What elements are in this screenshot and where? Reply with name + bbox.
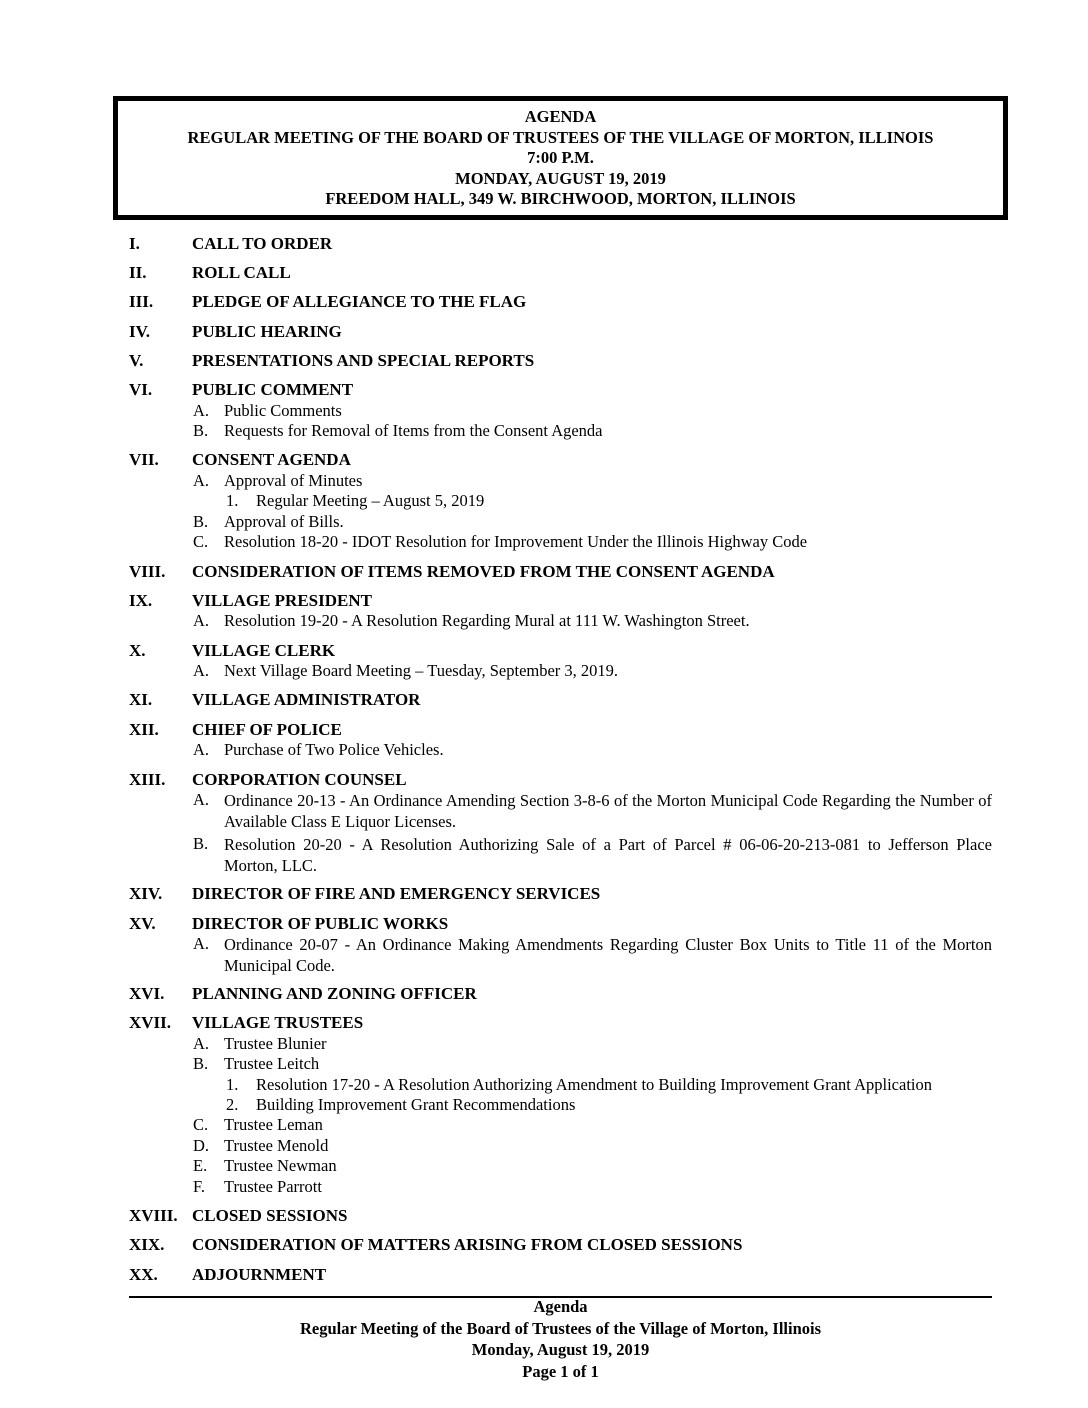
section-number: XI. [129, 690, 153, 709]
section-title: PUBLIC COMMENT [192, 380, 354, 399]
footer-page-number: Page 1 of 1 [522, 1361, 599, 1381]
sub-item-text: Trustee Blunier [224, 1034, 327, 1053]
sub-item-letter: A. [193, 790, 210, 809]
sub-item-letter: C. [193, 532, 209, 551]
sub-item-text: Trustee Newman [224, 1156, 337, 1175]
sub-item-number: 1. [226, 491, 239, 510]
sub-item-text: Regular Meeting – August 5, 2019 [256, 491, 485, 510]
section-title: DIRECTOR OF FIRE AND EMERGENCY SERVICES [192, 884, 601, 903]
section-title: PLANNING AND ZONING OFFICER [192, 984, 477, 1003]
sub-item-text: Next Village Board Meeting – Tuesday, September 3, 2019. [224, 661, 619, 680]
section-number: XVIII. [129, 1206, 178, 1225]
sub-item-text: Purchase of Two Police Vehicles. [224, 740, 444, 759]
sub-item-letter: E. [193, 1156, 208, 1175]
header-date: MONDAY, AUGUST 19, 2019 [455, 168, 666, 188]
sub-item-text: Trustee Leman [224, 1115, 323, 1134]
section-number: II. [129, 263, 147, 282]
sub-item-text: Building Improvement Grant Recommendations [256, 1095, 576, 1114]
header-agenda-title: AGENDA [524, 107, 597, 126]
sub-item-text: Approval of Bills. [224, 512, 344, 531]
sub-item-text: Resolution 17-20 - A Resolution Authorizing Amendment to Building Improvement Grant Application [256, 1075, 932, 1094]
section-number: XV. [129, 914, 156, 933]
sub-item-letter: B. [193, 421, 209, 440]
section-number: VIII. [129, 562, 166, 581]
sub-item-letter: A. [193, 740, 210, 759]
sub-item-text: Trustee Leitch [224, 1054, 320, 1073]
section-title: CONSENT AGENDA [192, 450, 351, 469]
footer-meeting-title: Regular Meeting of the Board of Trustees of the Village of Morton, Illinois [299, 1318, 822, 1338]
sub-item-text: Trustee Menold [224, 1136, 329, 1155]
section-title: VILLAGE ADMINISTRATOR [192, 690, 421, 709]
section-title: CONSIDERATION OF MATTERS ARISING FROM CLOSED SESSIONS [192, 1235, 743, 1254]
header-meeting-title: REGULAR MEETING OF THE BOARD OF TRUSTEES OF THE VILLAGE OF MORTON, ILLINOIS [187, 127, 934, 147]
section-number: XX. [129, 1265, 158, 1284]
section-title: PRESENTATIONS AND SPECIAL REPORTS [192, 351, 535, 370]
footer-date: Monday, August 19, 2019 [471, 1340, 650, 1359]
sub-item-letter: A. [193, 661, 210, 680]
sub-item-letter: C. [193, 1115, 209, 1134]
sub-item-text: Approval of Minutes [224, 471, 363, 490]
section-title: ROLL CALL [192, 263, 291, 282]
sub-item-letter: A. [193, 1034, 210, 1053]
sub-item-text: Resolution 20-20 - A Resolution Authorizing Sale of a Part of Parcel # 06-06-20-213-081 to Jefferson Place Morton, LLC. [224, 835, 992, 875]
section-number: VI. [129, 380, 153, 399]
section-number: XIII. [129, 770, 166, 789]
header-time: 7:00 P.M. [527, 148, 594, 168]
sub-item-text: Resolution 19-20 - A Resolution Regarding Mural at 111 W. Washington Street. [224, 611, 750, 630]
sub-item-text: Ordinance 20-13 - An Ordinance Amending Section 3-8-6 of the Morton Municipal Code Regarding the Number of Available Class E Liquor Licenses. [224, 791, 992, 831]
sub-item-letter: A. [193, 471, 210, 490]
header-location: FREEDOM HALL, 349 W. BIRCHWOOD, MORTON, ILLINOIS [325, 189, 796, 209]
section-number: IV. [129, 322, 150, 341]
section-number: IX. [129, 591, 153, 610]
section-number: VII. [129, 450, 159, 469]
footer-agenda-label: Agenda [533, 1297, 588, 1316]
section-number: V. [129, 351, 144, 370]
page-footer [129, 1296, 992, 1382]
section-number: XIX. [129, 1235, 165, 1254]
section-number: XIV. [129, 884, 163, 903]
section-number: III. [129, 292, 154, 311]
section-title: CONSIDERATION OF ITEMS REMOVED FROM THE CONSENT AGENDA [192, 562, 775, 581]
section-title: CORPORATION COUNSEL [192, 770, 407, 789]
sub-item-text: Public Comments [224, 401, 342, 420]
section-title: VILLAGE TRUSTEES [192, 1013, 364, 1032]
section-title: CHIEF OF POLICE [192, 720, 342, 739]
section-title: VILLAGE CLERK [192, 641, 336, 660]
section-number: X. [129, 641, 146, 660]
sub-item-text: Ordinance 20-07 - An Ordinance Making Amendments Regarding Cluster Box Units to Title 11 of the Morton Municipal Code. [224, 935, 992, 975]
section-number: XII. [129, 720, 159, 739]
section-title: DIRECTOR OF PUBLIC WORKS [192, 914, 449, 933]
section-number: XVI. [129, 984, 165, 1003]
section-title: ADJOURNMENT [192, 1265, 327, 1284]
sub-item-text: Resolution 18-20 - IDOT Resolution for Improvement Under the Illinois Highway Code [224, 532, 808, 551]
section-title: CALL TO ORDER [192, 234, 333, 253]
sub-item-letter: A. [193, 934, 210, 953]
sub-item-text: Requests for Removal of Items from the Consent Agenda [224, 421, 603, 440]
sub-item-letter: B. [193, 834, 209, 853]
sub-item-letter: F. [193, 1177, 205, 1196]
section-title: PLEDGE OF ALLEGIANCE TO THE FLAG [192, 292, 527, 311]
sub-item-letter: A. [193, 611, 210, 630]
sub-item-letter: B. [193, 512, 209, 531]
section-title: PUBLIC HEARING [192, 322, 342, 341]
section-title: VILLAGE PRESIDENT [192, 591, 372, 610]
section-number: I. [129, 234, 140, 253]
sub-item-letter: B. [193, 1054, 209, 1073]
section-number: XVII. [129, 1013, 172, 1032]
sub-item-letter: D. [193, 1136, 210, 1155]
sub-item-number: 1. [226, 1075, 239, 1094]
sub-item-letter: A. [193, 401, 210, 420]
sub-item-text: Trustee Parrott [224, 1177, 322, 1196]
section-title: CLOSED SESSIONS [192, 1206, 348, 1225]
sub-item-number: 2. [226, 1095, 239, 1114]
